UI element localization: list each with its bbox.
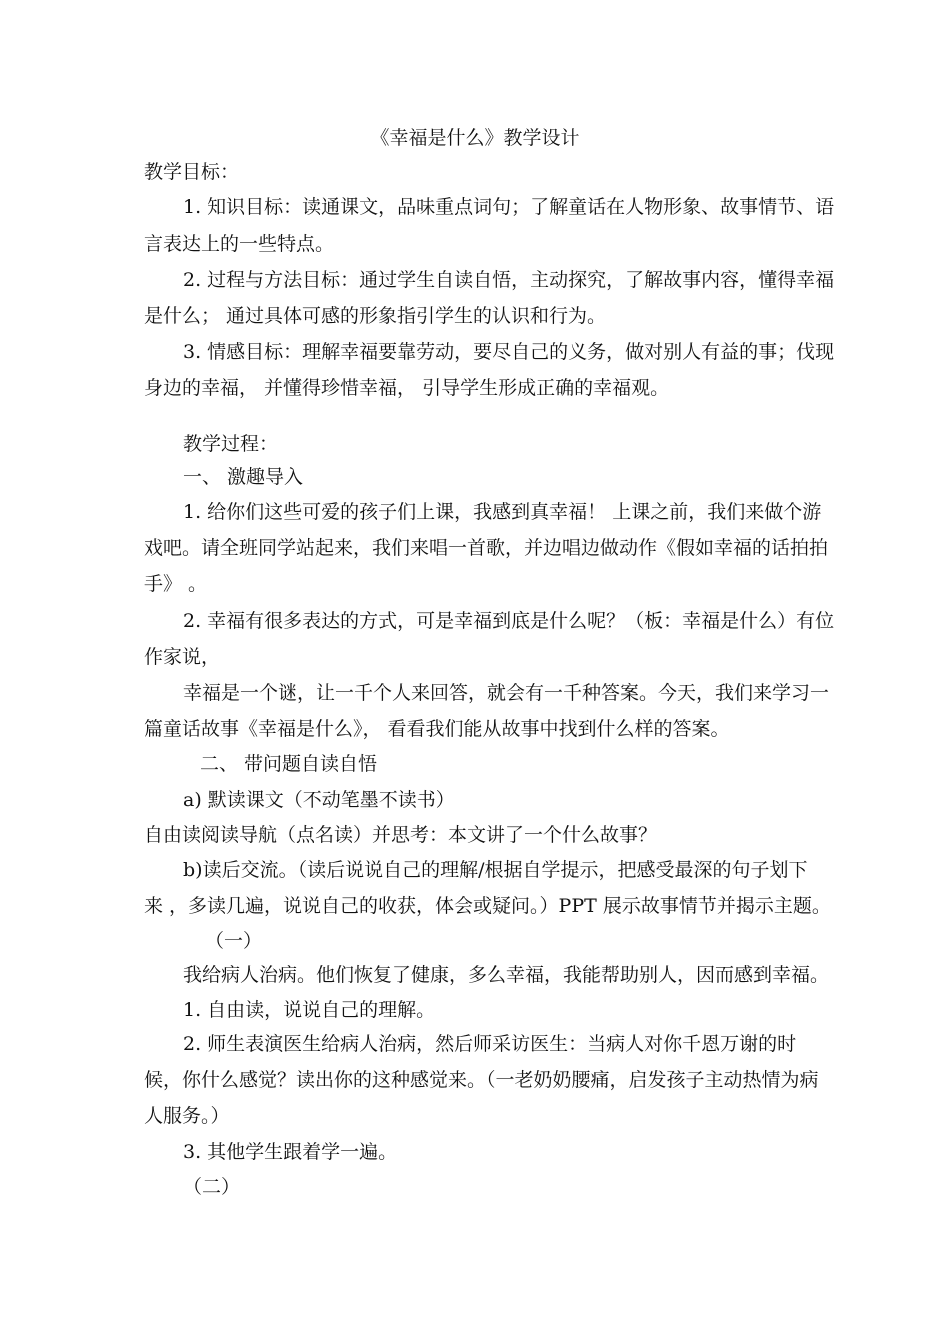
s2-item-b-line1: b)读后交流。（读后说说自己的理解/根据自学提示，把感受最深的句子划下 <box>183 859 808 881</box>
part-1-item-2-line1: 2. 师生表演医生给病人治病，然后师采访医生：当病人对你千恩万谢的时 <box>183 1033 797 1055</box>
s2-item-a: a) 默读课文（不动笔墨不读书） <box>183 789 455 811</box>
s1-p2-line2: 作家说， <box>144 646 221 668</box>
part-1-item-2-line3: 人服务。） <box>144 1105 230 1127</box>
s2-item-a-line2: 自由读阅读导航（点名读）并思考：本文讲了一个什么故事？ <box>144 824 658 846</box>
s1-p3-line1: 幸福是一个谜，让一千个人来回答，就会有一千种答案。今天，我们来学习一 <box>183 682 830 704</box>
objective-3-line2: 身边的幸福， 并懂得珍惜幸福， 引导学生形成正确的幸福观。 <box>144 377 670 399</box>
objective-1-line1: 1. 知识目标：读通课文，品味重点词句；了解童话在人物形象、故事情节、语 <box>183 196 835 218</box>
objective-2-line1: 2. 过程与方法目标：通过学生自读自悟，主动探究，了解故事内容，懂得幸福 <box>183 269 835 291</box>
s1-p1-line1: 1. 给你们这些可爱的孩子们上课，我感到真幸福！ 上课之前，我们来做个游 <box>183 501 822 523</box>
s1-p1-line3: 手》 。 <box>144 573 208 595</box>
part-2-heading: （二） <box>183 1176 241 1198</box>
objective-3-line1: 3. 情感目标：理解幸福要靠劳动，要尽自己的义务，做对别人有益的事；伐现 <box>183 341 835 363</box>
part-1-text: 我给病人治病。他们恢复了健康，多么幸福，我能帮助别人，因而感到幸福。 <box>183 964 830 986</box>
document-title: 《幸福是什么》教学设计 <box>370 127 580 149</box>
part-1-item-1: 1. 自由读，说说自己的理解。 <box>183 999 436 1021</box>
objective-1-line2: 言表达上的一些特点。 <box>144 233 335 255</box>
section-1-heading: 一、 激趣导入 <box>183 466 304 488</box>
s2-item-b-line2: 来 ，多读几遍，说说自己的收获，体会或疑问。）PPT 展示故事情节并揭示主题。 <box>144 895 831 917</box>
part-1-item-3: 3. 其他学生跟着学一遍。 <box>183 1141 398 1163</box>
s1-p1-line2: 戏吧。请全班同学站起来，我们来唱一首歌，并边唱边做动作《假如幸福的话拍拍 <box>144 537 829 559</box>
objectives-heading: 教学目标： <box>144 161 240 183</box>
part-1-heading: （一） <box>205 930 263 952</box>
s1-p3-line2: 篇童话故事《幸福是什么》， 看看我们能从故事中找到什么样的答案。 <box>144 718 730 740</box>
section-2-heading: 二、 带问题自读自悟 <box>200 753 378 775</box>
process-heading: 教学过程： <box>183 433 279 455</box>
s1-p2-line1: 2. 幸福有很多表达的方式，可是幸福到底是什么呢？（板：幸福是什么）有位 <box>183 610 835 632</box>
objective-2-line2: 是什么； 通过具体可感的形象指引学生的认识和行为。 <box>144 305 607 327</box>
part-1-item-2-line2: 候，你什么感觉？读出你的这种感觉来。（一老奶奶腰痛，启发孩子主动热情为病 <box>144 1069 819 1091</box>
